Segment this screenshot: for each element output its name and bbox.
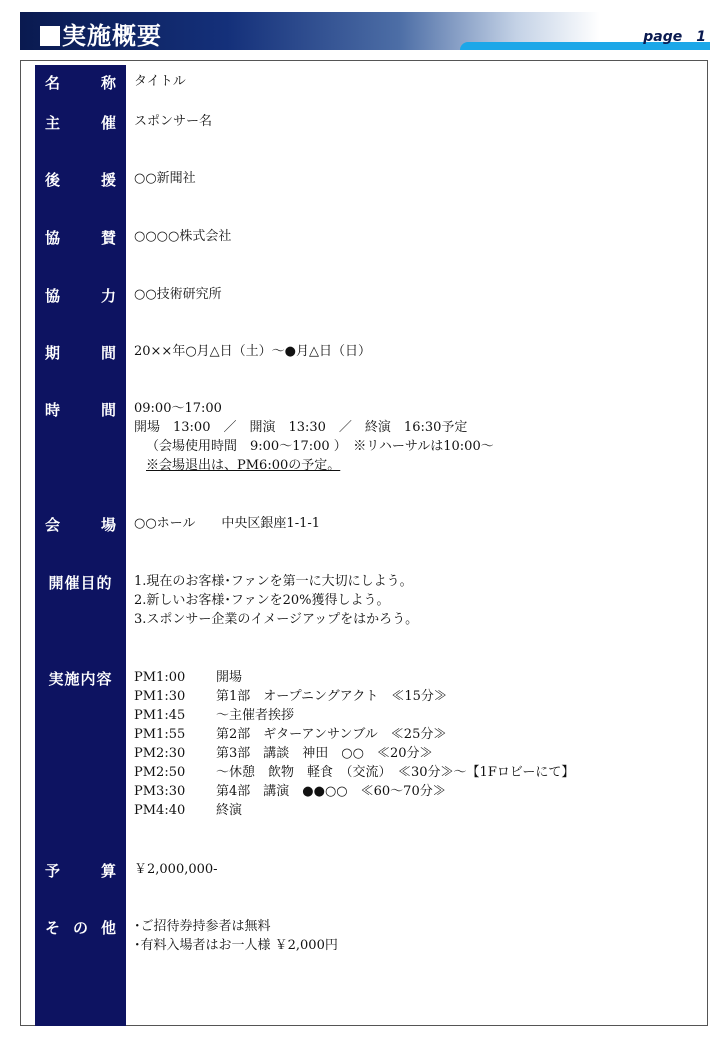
program-time: PM1:55 [134, 727, 186, 742]
program-item [134, 782, 701, 801]
row-value [134, 399, 701, 475]
program-time: PM2:30 [134, 746, 186, 761]
program-item [134, 706, 701, 725]
row-value: ○○○○株式会社 [134, 229, 232, 244]
program-item [134, 687, 701, 706]
row-label [35, 72, 126, 93]
row-label [35, 342, 126, 363]
label-char: 算 [100, 862, 116, 880]
label-char: 力 [100, 287, 116, 305]
label-char: そ [45, 919, 61, 937]
label-char: 予 [45, 862, 61, 880]
overview-table [20, 60, 708, 1026]
program-desc: ～主催者挨拶 [216, 708, 295, 723]
row-value: ○○技術研究所 [134, 287, 222, 302]
time-line: 開場 13:00 ／ 開演 13:30 ／ 終演 16:30予定 [134, 420, 468, 435]
label-char: の [72, 919, 88, 937]
page-title-text: 実施概要 [62, 22, 162, 50]
row-value: スポンサー名 [134, 114, 213, 129]
program-time: PM1:00 [134, 670, 186, 685]
label-char: 期 [45, 344, 61, 362]
row-label [35, 112, 126, 133]
label-char: 協 [45, 287, 61, 305]
row-value: ○○新聞社 [134, 171, 196, 186]
row-label: 開催目的 [48, 574, 113, 592]
program-desc: 第1部 オープニングアクト ≪15分≫ [216, 689, 447, 704]
label-char: 間 [100, 344, 116, 362]
time-line: （会場使用時間 9:00～17:00 ） ※リハーサルは10:00～ [146, 439, 494, 454]
program-item [134, 763, 701, 782]
label-char: 間 [100, 401, 116, 419]
program-item [134, 668, 701, 687]
program-desc: 第3部 講談 神田 ○○ ≪20分≫ [216, 746, 433, 761]
program-time: PM2:50 [134, 765, 186, 780]
program-list [134, 668, 701, 820]
program-desc: ～休憩 飲物 軽食 （交流） ≪30分≫～【1Fロビーにて】 [216, 765, 575, 780]
purpose-line: 2.新しいお客様･ファンを20%獲得しよう。 [134, 593, 390, 608]
row-value: ￥2,000,000- [134, 862, 218, 877]
label-char: 後 [45, 171, 61, 189]
time-note: ※会場退出は、PM6:00の予定。 [146, 458, 341, 473]
label-char: 賛 [100, 229, 116, 247]
other-line: ･有料入場者はお一人様 ￥2,000円 [134, 938, 338, 953]
row-label [35, 169, 126, 190]
program-item [134, 725, 701, 744]
row-label [35, 860, 126, 881]
row-value: タイトル [134, 74, 186, 89]
label-char: 援 [100, 171, 116, 189]
label-char: 協 [45, 229, 61, 247]
label-char: 名 [45, 74, 61, 92]
program-time: PM1:30 [134, 689, 186, 704]
program-time: PM1:45 [134, 708, 186, 723]
label-char: 催 [100, 114, 116, 132]
row-label: 実施内容 [48, 670, 113, 688]
square-icon [40, 26, 60, 46]
program-desc: 第4部 講演 ●●○○ ≪60～70分≫ [216, 784, 446, 799]
other-line: ･ご招待券持参者は無料 [134, 919, 271, 934]
label-char: 他 [100, 919, 116, 937]
label-column [35, 65, 126, 1026]
program-desc: 第2部 ギターアンサンブル ≪25分≫ [216, 727, 447, 742]
label-char: 主 [45, 114, 61, 132]
program-desc: 終演 [216, 803, 243, 818]
program-item [134, 801, 701, 820]
row-value [134, 572, 701, 629]
row-label [35, 514, 126, 535]
row-label [35, 399, 126, 420]
time-note-wrap [134, 456, 701, 475]
program-desc: 開場 [216, 670, 243, 685]
row-label [35, 227, 126, 248]
label-char: 称 [100, 74, 116, 92]
page-title [40, 16, 162, 51]
time-line: 09:00～17:00 [134, 401, 222, 416]
purpose-line: 1.現在のお客様･ファンを第一に大切にしよう。 [134, 574, 413, 589]
purpose-line: 3.スポンサー企業のイメージアップをはかろう。 [134, 612, 419, 627]
program-time: PM4:40 [134, 803, 186, 818]
row-label [35, 917, 126, 938]
program-item [134, 744, 701, 763]
label-char: 場 [100, 516, 116, 534]
row-value [134, 917, 701, 955]
label-char: 会 [45, 516, 61, 534]
row-label [35, 285, 126, 306]
row-value: ○○ホール 中央区銀座1-1-1 [134, 516, 321, 531]
row-value: 20××年○月△日（土）～●月△日（日） [134, 344, 372, 359]
page-number: page 1 [643, 29, 706, 45]
program-time: PM3:30 [134, 784, 186, 799]
label-char: 時 [45, 401, 61, 419]
page-header [20, 12, 710, 52]
